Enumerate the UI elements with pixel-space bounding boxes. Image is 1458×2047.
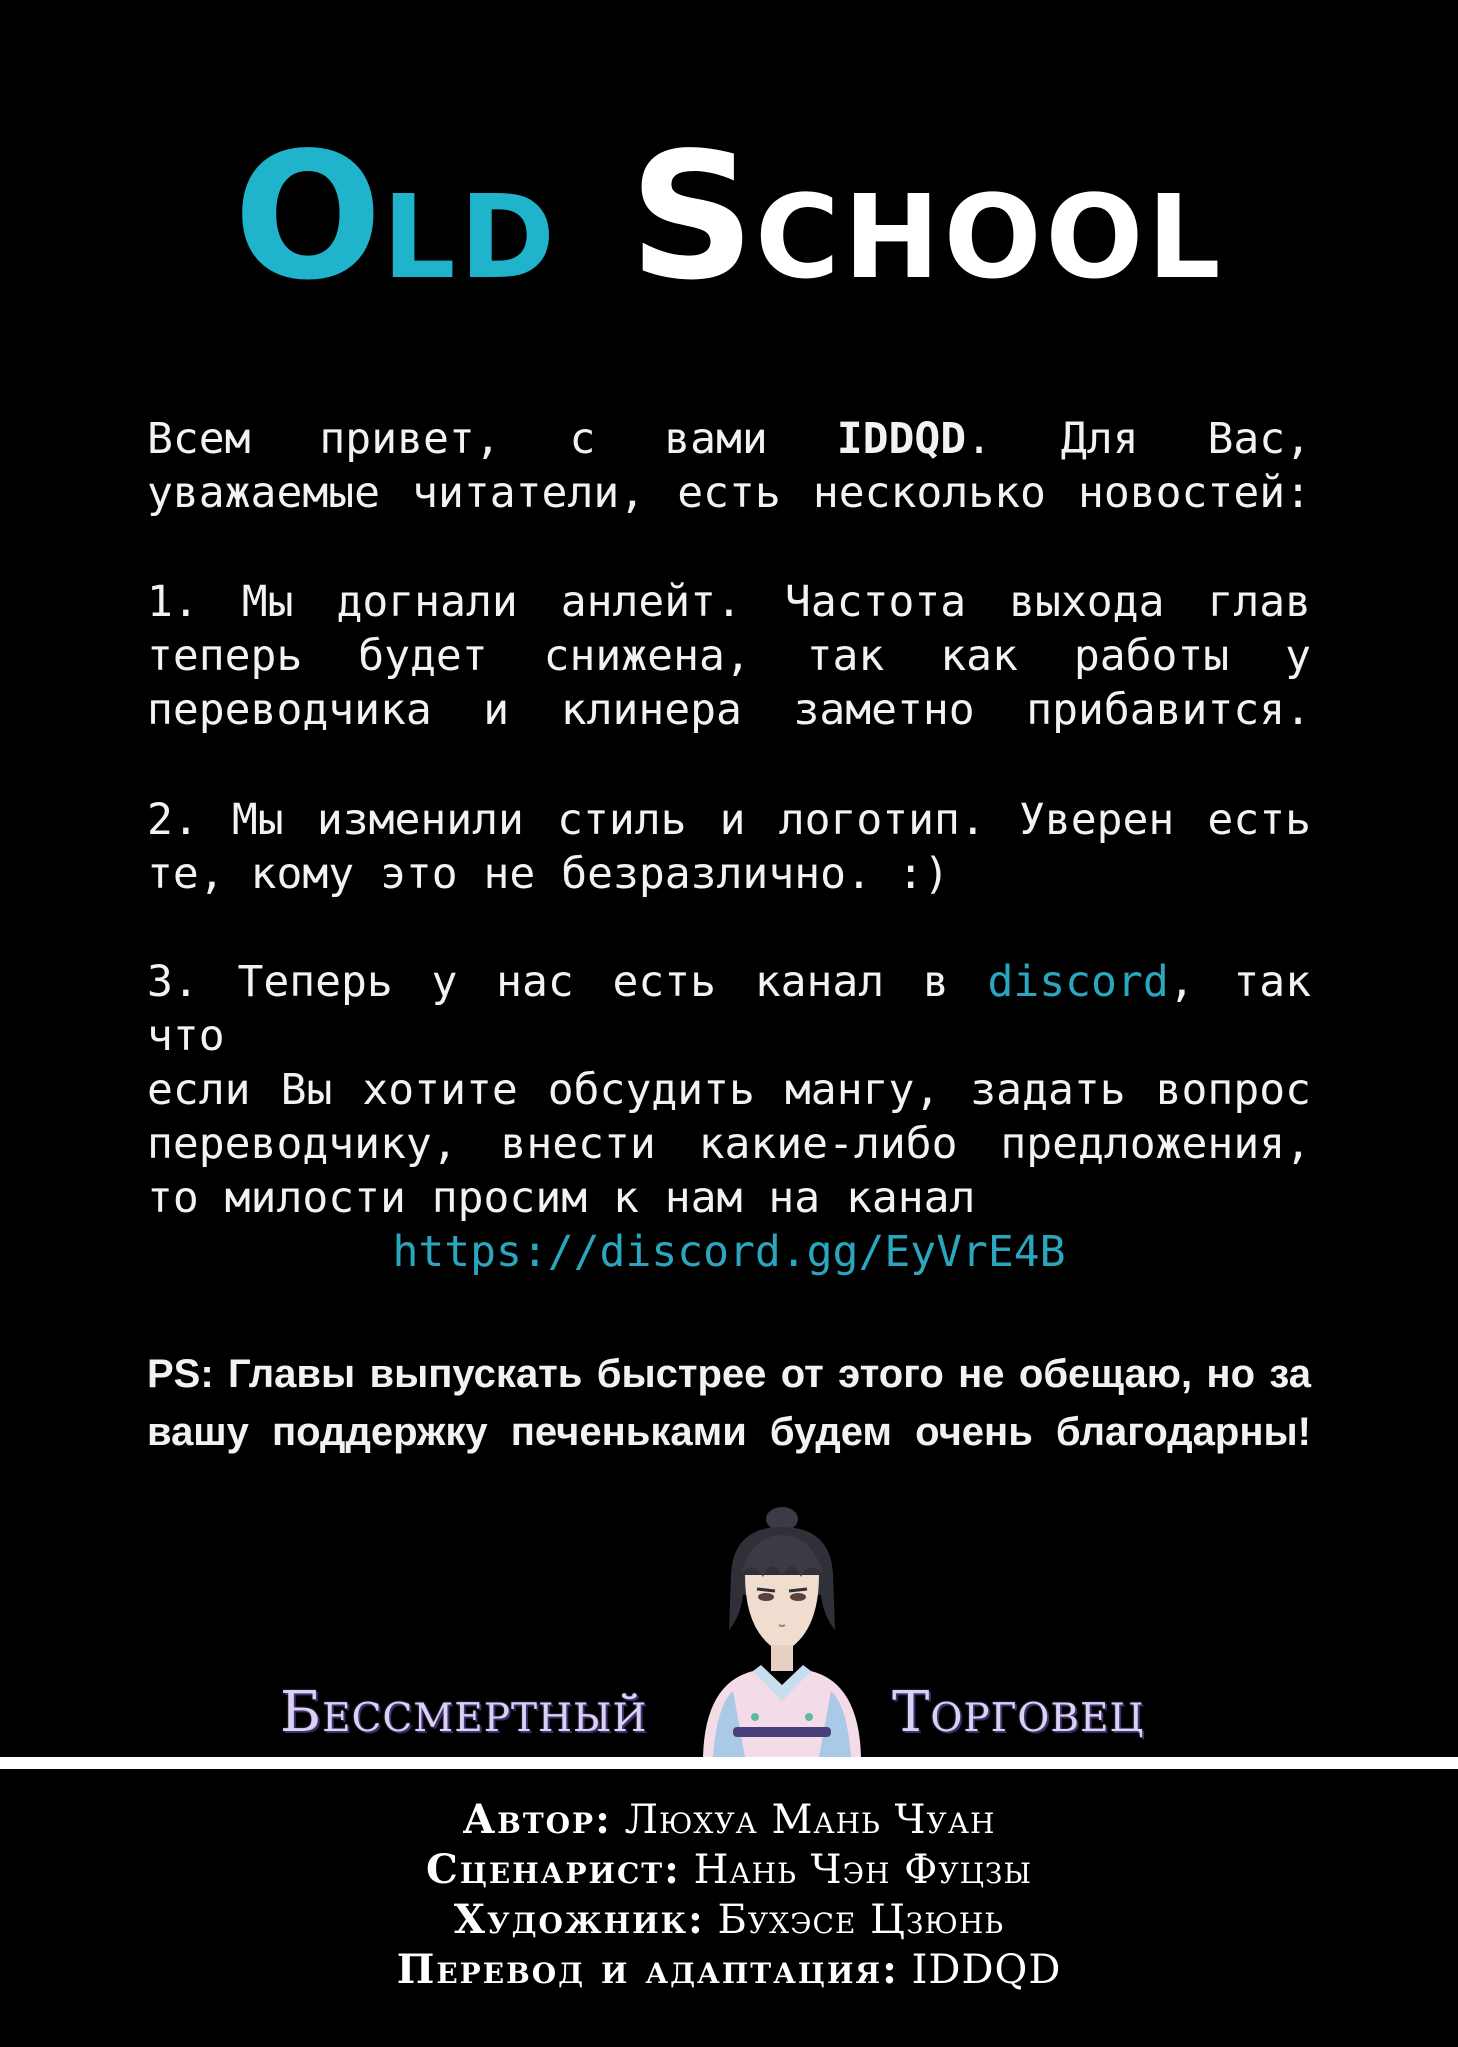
news-3-line-2: если Вы хотите обсудить мангу, задать вопрос	[147, 1065, 1311, 1115]
character-portrait	[693, 1505, 871, 1757]
manga-title-right: Торговец	[892, 1680, 1145, 1745]
news-2-line-1: 2. Мы изменили стиль и логотип. Уверен есть	[147, 795, 1311, 845]
intro-line-2: уважаемые читатели, есть несколько новостей:	[147, 468, 1311, 518]
divider	[0, 1757, 1458, 1769]
credit-row-artist: Художник: Бухэсе Цзюнь	[453, 1896, 1005, 1943]
logo-word-school: SCHOOL	[629, 116, 1225, 319]
news-2-line-2: те, кому это не безразлично. :)	[147, 849, 950, 899]
discord-url-link[interactable]: https://discord.gg/EyVrE4B	[392, 1227, 1066, 1277]
logo-word-old: OLD	[233, 116, 560, 319]
ps-line-1: PS: Главы выпускать быстрее от этого не обещаю, но за	[147, 1352, 1311, 1396]
news-1-line-3: переводчика и клинера заметно прибавится.	[147, 685, 1311, 735]
news-item-3	[147, 955, 1311, 1225]
intro-line-1: Всем привет, с вами IDDQD. Для Вас,	[147, 414, 1312, 464]
news-3-line-4: то милости просим к нам на канал	[147, 1173, 976, 1223]
credits-block	[0, 1795, 1458, 1995]
news-item-1	[147, 575, 1311, 737]
discord-link-word[interactable]: discord	[987, 957, 1169, 1007]
credit-row-author: Автор: Люхуа Мань Чуан	[462, 1796, 996, 1843]
intro-paragraph	[147, 412, 1311, 520]
news-3-line-3: переводчику, внести какие-либо предложения,	[147, 1119, 1311, 1169]
ps-note	[147, 1345, 1311, 1461]
manga-title-left: Бессмертный	[280, 1680, 648, 1745]
news-item-2	[147, 793, 1311, 901]
old-school-logo	[0, 116, 1458, 319]
news-1-line-1: 1. Мы догнали анлейт. Частота выхода глав	[147, 577, 1311, 627]
news-1-line-2: теперь будет снижена, так как работы у	[147, 631, 1311, 681]
credit-row-writer: Сценарист: Нань Чэн Фуцзы	[425, 1846, 1033, 1893]
credit-row-translation: Перевод и адаптация: IDDQD	[396, 1946, 1062, 1993]
news-3-line-1: 3. Теперь у нас есть канал в discord, так что	[147, 957, 1311, 1061]
ps-line-2: вашу поддержку печеньками будем очень благодарны!	[147, 1410, 1311, 1454]
team-name: IDDQD	[836, 414, 967, 464]
